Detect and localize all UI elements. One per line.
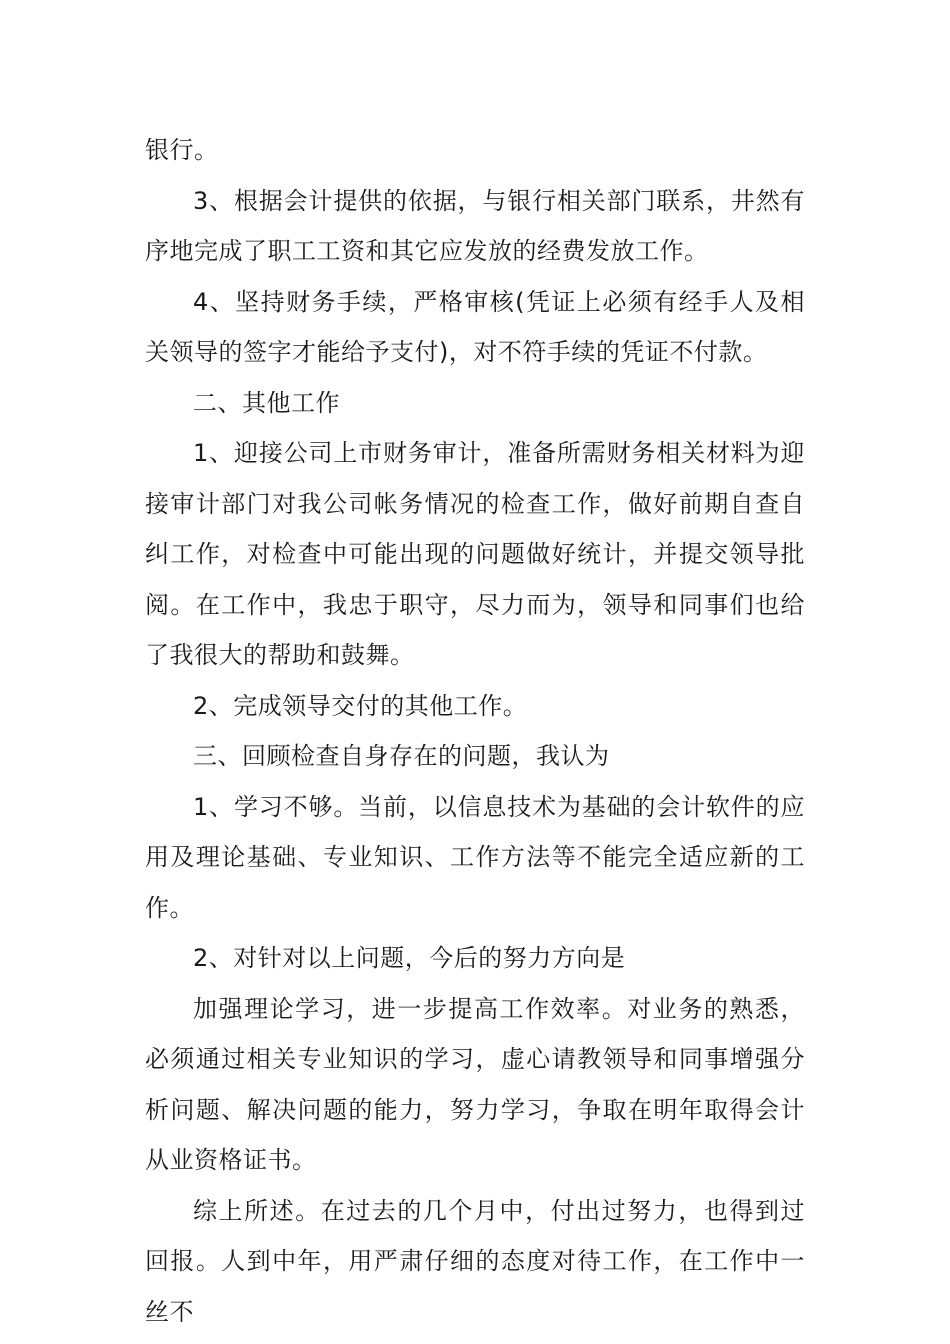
paragraph-item-4: 4、坚持财务手续，严格审核(凭证上必须有经手人及相关领导的签字才能给予支付)，对不符手续的凭证不付款。 [145,287,805,366]
paragraph-summary: 综上所述。在过去的几个月中，付出过努力，也得到过回报。人到中年，用严肃仔细的态度对待工作，在工作中一丝不 [145,1196,805,1326]
paragraph-item-3: 3、根据会计提供的依据，与银行相关部门联系，井然有序地完成了职工工资和其它应发放的经费发放工作。 [145,186,805,265]
paragraph-continuation: 银行。 [145,136,219,164]
paragraph-other-item-1: 1、迎接公司上市财务审计，准备所需财务相关材料为迎接审计部门对我公司帐务情况的检查工作，做好前期自查自纠工作，对检查中可能出现的问题做好统计，并提交领导批阅。在工作中，我忠于职守，尽力而为，领导和同事们也给了我很大的帮助和鼓舞。 [145,439,805,669]
paragraph-other-item-2: 2、完成领导交付的其他工作。 [193,691,528,720]
section-heading-review: 三、回顾检查自身存在的问题，我认为 [193,742,610,770]
paragraph-review-item-1: 1、学习不够。当前，以信息技术为基础的会计软件的应用及理论基础、专业知识、工作方法等不能完全适应新的工作。 [145,792,805,922]
paragraph-review-item-2: 2、对针对以上问题，今后的努力方向是 [193,944,626,972]
paragraph-improvement: 加强理论学习，进一步提高工作效率。对业务的熟悉，必须通过相关专业知识的学习，虚心请教领导和同事增强分析问题、解决问题的能力，努力学习，争取在明年取得会计从业资格证书。 [145,994,805,1174]
document-body [145,125,805,1337]
section-heading-other-work: 二、其他工作 [193,388,340,417]
